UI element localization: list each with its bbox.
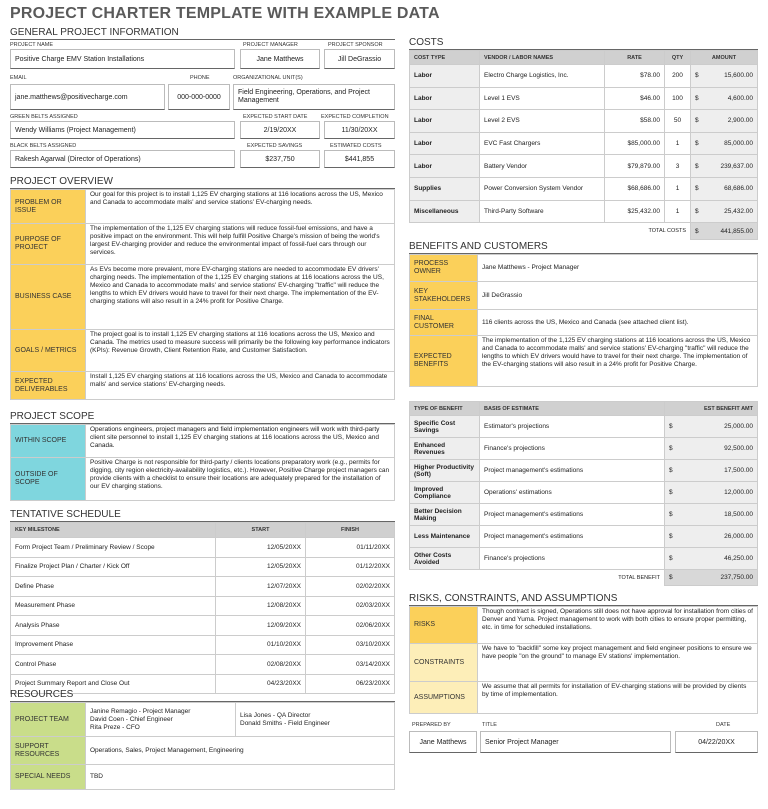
resources-row bbox=[11, 765, 395, 790]
risks-row bbox=[410, 682, 758, 714]
currency: $ bbox=[695, 72, 699, 80]
benefit-row bbox=[410, 548, 758, 570]
start-date-field[interactable]: 2/19/20XX bbox=[240, 121, 320, 139]
currency: $ bbox=[669, 511, 673, 518]
completion-label: EXPECTED COMPLETION bbox=[321, 114, 389, 120]
qty[interactable]: 50 bbox=[665, 110, 691, 133]
vendor[interactable]: Level 2 EVS bbox=[480, 110, 605, 133]
overview-value[interactable]: The project goal is to install 1,125 EV charging stations at 116 locations across the US, Mexico and Canada. The metrics used to measure success will primarily be the following key performance indicators (KPIs): Revenue Growth, Client Retention Rate, and Customer Satisfaction. bbox=[86, 330, 395, 372]
benefit-amounts-table bbox=[409, 401, 758, 586]
benefits-key: FINAL CUSTOMER bbox=[410, 310, 478, 336]
benefit-header-row bbox=[410, 402, 758, 416]
general-heading: GENERAL PROJECT INFORMATION bbox=[10, 27, 395, 40]
page-title: PROJECT CHARTER TEMPLATE WITH EXAMPLE DATA bbox=[10, 5, 440, 22]
sponsor-label: PROJECT SPONSOR bbox=[328, 42, 383, 48]
costs-heading: COSTS bbox=[409, 37, 758, 50]
vendor-header: VENDOR / LABOR NAMES bbox=[480, 51, 605, 65]
benefits-key: KEY STAKEHOLDERS bbox=[410, 282, 478, 310]
finish-cell[interactable]: 03/10/20XX bbox=[306, 635, 395, 655]
benefit-type-header: TYPE OF BENEFIT bbox=[410, 402, 480, 416]
risks-table bbox=[409, 606, 758, 714]
total-benefit-label: TOTAL BENEFIT bbox=[618, 574, 660, 581]
schedule-row bbox=[11, 577, 395, 597]
benefit-total-row bbox=[410, 570, 758, 586]
scope-key: OUTSIDE OF SCOPE bbox=[11, 458, 86, 501]
start-cell[interactable]: 12/08/20XX bbox=[216, 596, 306, 616]
qty[interactable]: 1 bbox=[665, 132, 691, 155]
benefits-row bbox=[410, 310, 758, 336]
schedule-row bbox=[11, 557, 395, 577]
milestone-cell[interactable]: Improvement Phase bbox=[11, 635, 216, 655]
currency: $ bbox=[669, 489, 673, 496]
overview-row bbox=[11, 372, 395, 400]
benefit-amount: 46,250.00 bbox=[724, 555, 753, 562]
benefits-key: EXPECTED BENEFITS bbox=[410, 336, 478, 387]
start-header: START bbox=[216, 523, 306, 538]
finish-cell[interactable]: 03/14/20XX bbox=[306, 655, 395, 675]
start-cell[interactable]: 01/10/20XX bbox=[216, 635, 306, 655]
prepared-by-label: PREPARED BY bbox=[412, 722, 451, 728]
assumptions-key: ASSUMPTIONS bbox=[410, 682, 478, 714]
phone-field[interactable]: 000-000-0000 bbox=[168, 84, 230, 110]
vendor[interactable]: Power Conversion System Vendor bbox=[480, 177, 605, 200]
benefit-basis[interactable]: Project management's estimations bbox=[480, 526, 665, 548]
overview-row bbox=[11, 330, 395, 372]
benefits-key: PROCESS OWNER bbox=[410, 255, 478, 282]
savings-field[interactable]: $237,750 bbox=[240, 150, 320, 168]
finish-cell[interactable]: 02/03/20XX bbox=[306, 596, 395, 616]
benefit-type: Specific Cost Savings bbox=[410, 416, 480, 438]
start-date-label: EXPECTED START DATE bbox=[243, 114, 308, 120]
assumptions-value[interactable]: We assume that all permits for installation of EV-charging stations will be provided by clients by time of implementation. bbox=[478, 682, 758, 714]
org-field[interactable]: Field Engineering, Operations, and Project Management bbox=[233, 84, 395, 110]
overview-key: BUSINESS CASE bbox=[11, 265, 86, 330]
benefit-basis[interactable]: Finance's projections bbox=[480, 438, 665, 460]
cost-type: Labor bbox=[410, 65, 480, 88]
costs-total-row bbox=[410, 223, 758, 240]
milestone-cell[interactable]: Form Project Team / Preliminary Review / Scope bbox=[11, 538, 216, 558]
date-field[interactable]: 04/22/20XX bbox=[675, 731, 758, 753]
finish-cell[interactable]: 06/23/20XX bbox=[306, 674, 395, 694]
schedule-row bbox=[11, 538, 395, 558]
currency: $ bbox=[695, 94, 699, 102]
currency: $ bbox=[695, 117, 699, 125]
resources-heading: RESOURCES bbox=[10, 689, 395, 702]
rate[interactable]: $25,432.00 bbox=[605, 200, 665, 223]
start-cell[interactable]: 12/09/20XX bbox=[216, 616, 306, 636]
constraints-key: CONSTRAINTS bbox=[410, 644, 478, 682]
rate-header: RATE bbox=[605, 51, 665, 65]
benefits-value[interactable]: 116 clients across the US, Mexico and Canada (see attached client list). bbox=[478, 310, 758, 336]
total-costs-value: 441,855.00 bbox=[720, 227, 753, 235]
scope-table bbox=[10, 424, 395, 501]
team-member: Lisa Jones - QA Director bbox=[240, 711, 311, 719]
rate[interactable]: $68,686.00 bbox=[605, 177, 665, 200]
benefits-table bbox=[409, 254, 758, 387]
currency: $ bbox=[695, 162, 699, 170]
support-value[interactable]: Operations, Sales, Project Management, Engineering bbox=[86, 737, 395, 765]
finish-cell[interactable]: 01/12/20XX bbox=[306, 557, 395, 577]
amount: 85,000.00 bbox=[724, 140, 753, 148]
overview-key: EXPECTED DELIVERABLES bbox=[11, 372, 86, 400]
benefit-basis[interactable]: Operations' estimations bbox=[480, 482, 665, 504]
qty[interactable]: 3 bbox=[665, 155, 691, 178]
overview-table bbox=[10, 189, 395, 400]
cost-type: Labor bbox=[410, 110, 480, 133]
cost-row bbox=[410, 110, 758, 133]
resources-row bbox=[11, 737, 395, 765]
overview-key: PURPOSE OF PROJECT bbox=[11, 224, 86, 265]
amount: 239,637.00 bbox=[720, 162, 753, 170]
benefit-row bbox=[410, 504, 758, 526]
benefit-type: Enhanced Revenues bbox=[410, 438, 480, 460]
currency: $ bbox=[669, 467, 673, 474]
benefit-row bbox=[410, 482, 758, 504]
cost-type: Miscellaneous bbox=[410, 200, 480, 223]
start-cell[interactable]: 04/23/20XX bbox=[216, 674, 306, 694]
currency: $ bbox=[669, 445, 673, 452]
finish-cell[interactable]: 02/06/20XX bbox=[306, 616, 395, 636]
milestone-cell[interactable]: Analysis Phase bbox=[11, 616, 216, 636]
amount: 68,686.00 bbox=[724, 185, 753, 193]
overview-row bbox=[11, 190, 395, 224]
benefits-row bbox=[410, 282, 758, 310]
scope-row bbox=[11, 458, 395, 501]
finish-header: FINISH bbox=[306, 523, 395, 538]
amount: 25,432.00 bbox=[724, 207, 753, 215]
overview-heading: PROJECT OVERVIEW bbox=[10, 176, 395, 189]
benefit-basis[interactable]: Finance's projections bbox=[480, 548, 665, 570]
cost-row bbox=[410, 132, 758, 155]
overview-value[interactable]: Our goal for this project is to install 1,125 EV charging stations at 116 locations across the US, Mexico and Canada to accommodate malls' and service stations' EV-charging needs. bbox=[86, 190, 395, 224]
amount-header: AMOUNT bbox=[691, 51, 758, 65]
schedule-table bbox=[10, 522, 395, 694]
savings-label: EXPECTED SAVINGS bbox=[247, 143, 303, 149]
qty[interactable]: 200 bbox=[665, 65, 691, 88]
schedule-row bbox=[11, 596, 395, 616]
green-belts-field[interactable]: Wendy Williams (Project Management) bbox=[10, 121, 235, 139]
benefit-type: Less Maintenance bbox=[410, 526, 480, 548]
benefits-row bbox=[410, 255, 758, 282]
currency: $ bbox=[669, 533, 673, 540]
schedule-row bbox=[11, 616, 395, 636]
benefits-row bbox=[410, 336, 758, 387]
total-costs-label: TOTAL COSTS bbox=[648, 228, 686, 235]
milestone-cell[interactable]: Control Phase bbox=[11, 655, 216, 675]
cost-row bbox=[410, 177, 758, 200]
team-member: Donald Smiths - Field Engineer bbox=[240, 719, 330, 727]
team-col-a[interactable] bbox=[86, 703, 236, 737]
cost-type-header: COST TYPE bbox=[410, 51, 480, 65]
vendor[interactable]: Level 1 EVS bbox=[480, 87, 605, 110]
qty[interactable]: 100 bbox=[665, 87, 691, 110]
project-name-label: PROJECT NAME bbox=[10, 42, 53, 48]
start-cell[interactable]: 02/08/20XX bbox=[216, 655, 306, 675]
black-belts-field[interactable]: Rakesh Agarwal (Director of Operations) bbox=[10, 150, 235, 168]
schedule-header-row bbox=[11, 523, 395, 538]
benefit-type: Higher Productivity (Soft) bbox=[410, 460, 480, 482]
benefits-value[interactable]: The implementation of the 1,125 EV charging stations at 116 locations across the US, Mexico and Canada to accommodate malls' and service stations' EV-charging "traffic" will reduce the lengths to which EV drivers would have to travel for their next charge. The implementation of the EV-charging stations will also result in a 24% profit for Positive Charge. bbox=[478, 336, 758, 387]
currency: $ bbox=[695, 140, 699, 148]
needs-value[interactable]: TBD bbox=[86, 765, 395, 790]
project-name-field[interactable]: Positive Charge EMV Station Installations bbox=[10, 49, 235, 69]
costs-field[interactable]: $441,855 bbox=[324, 150, 395, 168]
title-field[interactable]: Senior Project Manager bbox=[480, 731, 671, 753]
black-belts-label: BLACK BELTS ASSIGNED bbox=[10, 143, 77, 149]
qty-header: QTY bbox=[665, 51, 691, 65]
overview-value[interactable]: The implementation of the 1,125 EV charging stations will reduce fossil-fuel emissions, and have a positive impact on the environment. This will help fulfill Positive Charge's mission of being the world's largest EV-charging provider and reduce the environmental impact of fossil-fuel cars through our services. bbox=[86, 224, 395, 265]
benefits-heading: BENEFITS AND CUSTOMERS bbox=[409, 241, 758, 254]
benefit-basis[interactable]: Project management's estimations bbox=[480, 460, 665, 482]
benefit-row bbox=[410, 438, 758, 460]
team-key: PROJECT TEAM bbox=[11, 703, 86, 737]
benefit-amount: 18,500.00 bbox=[724, 511, 753, 518]
amount: 15,600.00 bbox=[724, 72, 753, 80]
costs-table bbox=[409, 50, 758, 240]
risks-row bbox=[410, 644, 758, 682]
total-benefit-value: 237,750.00 bbox=[720, 574, 753, 581]
overview-value[interactable]: As EVs become more prevalent, more EV-charging stations are needed to accommodate EV drivers' charging needs. The implementation of the 1,125 EV charging stations at 116 locations across the US, Mexico and Canada to accommodate malls' and service stations' EV-charging "traffic" will reduce the lengths to which EV drivers would have to travel for their next charge. The implementation of the EV-charging stations will also result in a 24% profit for Positive Charge. bbox=[86, 265, 395, 330]
rate[interactable]: $46.00 bbox=[605, 87, 665, 110]
schedule-heading: TENTATIVE SCHEDULE bbox=[10, 509, 395, 522]
sponsor-field[interactable]: Jill DeGrassio bbox=[324, 49, 395, 69]
amount: 2,900.00 bbox=[727, 117, 753, 125]
cost-row bbox=[410, 155, 758, 178]
constraints-value[interactable]: We have to "backfill" some key project management and field engineer positions to ensure we have people "on the ground" to manage EV stations' implementation. bbox=[478, 644, 758, 682]
risks-value[interactable]: Though contract is signed, Operations still does not have approval for installation from cities of Denver and Yuma. Project management to work with both cities to ensure proper permitting, etc. in time for scheduled installations. bbox=[478, 607, 758, 644]
vendor[interactable]: Battery Vendor bbox=[480, 155, 605, 178]
currency: $ bbox=[695, 185, 699, 193]
vendor[interactable]: Third-Party Software bbox=[480, 200, 605, 223]
qty[interactable]: 1 bbox=[665, 200, 691, 223]
start-cell[interactable]: 12/07/20XX bbox=[216, 577, 306, 597]
title-label: TITLE bbox=[482, 722, 497, 728]
currency: $ bbox=[669, 555, 673, 562]
milestone-cell[interactable]: Finalize Project Plan / Charter / Kick Off bbox=[11, 557, 216, 577]
prepared-by-field[interactable]: Jane Matthews bbox=[409, 731, 477, 753]
benefit-type: Other Costs Avoided bbox=[410, 548, 480, 570]
benefit-row bbox=[410, 460, 758, 482]
currency: $ bbox=[695, 207, 699, 215]
basis-header: BASIS OF ESTIMATE bbox=[480, 402, 665, 416]
team-member: Rita Preze - CFO bbox=[90, 723, 140, 731]
milestone-cell[interactable]: Project Summary Report and Close Out bbox=[11, 674, 216, 694]
rate[interactable]: $85,000.00 bbox=[605, 132, 665, 155]
benefit-amount: 25,000.00 bbox=[724, 423, 753, 430]
benefit-row bbox=[410, 416, 758, 438]
start-cell[interactable]: 12/05/20XX bbox=[216, 538, 306, 558]
benefit-amount: 26,000.00 bbox=[724, 533, 753, 540]
resources-table bbox=[10, 702, 395, 790]
team-member: Janine Remagio - Project Manager bbox=[90, 707, 191, 715]
currency: $ bbox=[695, 227, 699, 235]
completion-field[interactable]: 11/30/20XX bbox=[324, 121, 395, 139]
team-col-b[interactable] bbox=[236, 703, 395, 737]
currency: $ bbox=[669, 423, 673, 430]
finish-cell[interactable]: 01/11/20XX bbox=[306, 538, 395, 558]
benefit-amount: 92,500.00 bbox=[724, 445, 753, 452]
overview-key: GOALS / METRICS bbox=[11, 330, 86, 372]
benefit-type: Better Decision Making bbox=[410, 504, 480, 526]
phone-label: PHONE bbox=[190, 75, 210, 81]
org-label: ORGANIZATIONAL UNIT(S) bbox=[233, 75, 303, 81]
support-key: SUPPORT RESOURCES bbox=[11, 737, 86, 765]
benefit-basis[interactable]: Project management's estimations bbox=[480, 504, 665, 526]
finish-cell[interactable]: 02/02/20XX bbox=[306, 577, 395, 597]
cost-type: Labor bbox=[410, 87, 480, 110]
scope-key: WITHIN SCOPE bbox=[11, 425, 86, 458]
email-field[interactable]: jane.matthews@positivecharge.com bbox=[10, 84, 165, 110]
cost-row bbox=[410, 87, 758, 110]
benefit-basis[interactable]: Estimator's projections bbox=[480, 416, 665, 438]
risks-row bbox=[410, 607, 758, 644]
scope-value[interactable]: Positive Charge is not responsible for third-party / clients locations preparatory work (e.g., permits for digging, city region electricity-availability logistics, etc.). However, Positive Charge project managers can provide clients with a checklist to ensure their locations are adequately prepared for the installation of our EV charging stations. bbox=[86, 458, 395, 501]
risks-key: RISKS bbox=[410, 607, 478, 644]
amount: 4,600.00 bbox=[727, 94, 753, 102]
rate[interactable]: $78.00 bbox=[605, 65, 665, 88]
milestone-cell[interactable]: Define Phase bbox=[11, 577, 216, 597]
qty[interactable]: 1 bbox=[665, 177, 691, 200]
benefit-row bbox=[410, 526, 758, 548]
benefits-value[interactable]: Jane Matthews - Project Manager bbox=[478, 255, 758, 282]
milestone-header: KEY MILESTONE bbox=[11, 523, 216, 538]
team-member: David Coen - Chief Engineer bbox=[90, 715, 173, 723]
cost-type: Labor bbox=[410, 155, 480, 178]
risks-heading: RISKS, CONSTRAINTS, AND ASSUMPTIONS bbox=[409, 593, 758, 606]
milestone-cell[interactable]: Measurement Phase bbox=[11, 596, 216, 616]
rate[interactable]: $79,879.00 bbox=[605, 155, 665, 178]
benefits-value[interactable]: Jill DeGrassio bbox=[478, 282, 758, 310]
costs-label: ESTIMATED COSTS bbox=[330, 143, 382, 149]
cost-row bbox=[410, 200, 758, 223]
rate[interactable]: $58.00 bbox=[605, 110, 665, 133]
overview-value[interactable]: Install 1,125 EV charging stations at 116 locations across the US, Mexico and Canada to accommodate malls' and service stations' EV-charging needs. bbox=[86, 372, 395, 400]
schedule-row bbox=[11, 655, 395, 675]
email-label: EMAIL bbox=[10, 75, 27, 81]
pm-label: PROJECT MANAGER bbox=[243, 42, 298, 48]
schedule-row bbox=[11, 635, 395, 655]
overview-row bbox=[11, 224, 395, 265]
benefit-amt-header: EST BENEFIT AMT bbox=[665, 402, 758, 416]
overview-key: PROBLEM OR ISSUE bbox=[11, 190, 86, 224]
benefit-type: Improved Compliance bbox=[410, 482, 480, 504]
pm-field[interactable]: Jane Matthews bbox=[240, 49, 320, 69]
scope-row bbox=[11, 425, 395, 458]
vendor[interactable]: EVC Fast Chargers bbox=[480, 132, 605, 155]
cost-type: Supplies bbox=[410, 177, 480, 200]
cost-row bbox=[410, 65, 758, 88]
vendor[interactable]: Electro Charge Logistics, Inc. bbox=[480, 65, 605, 88]
scope-value[interactable]: Operations engineers, project managers and field implementation engineers will work with third-party client site personnel to install 1,125 EV charging stations at 116 locations across the US, Mexico and Canada. bbox=[86, 425, 395, 458]
date-label: DATE bbox=[716, 722, 731, 728]
currency: $ bbox=[669, 574, 673, 581]
benefit-amount: 17,500.00 bbox=[724, 467, 753, 474]
costs-header-row bbox=[410, 51, 758, 65]
benefit-amount: 12,000.00 bbox=[724, 489, 753, 496]
resources-row bbox=[11, 703, 395, 737]
overview-row bbox=[11, 265, 395, 330]
scope-heading: PROJECT SCOPE bbox=[10, 411, 395, 424]
start-cell[interactable]: 12/05/20XX bbox=[216, 557, 306, 577]
needs-key: SPECIAL NEEDS bbox=[11, 765, 86, 790]
cost-type: Labor bbox=[410, 132, 480, 155]
green-belts-label: GREEN BELTS ASSIGNED bbox=[10, 114, 78, 120]
